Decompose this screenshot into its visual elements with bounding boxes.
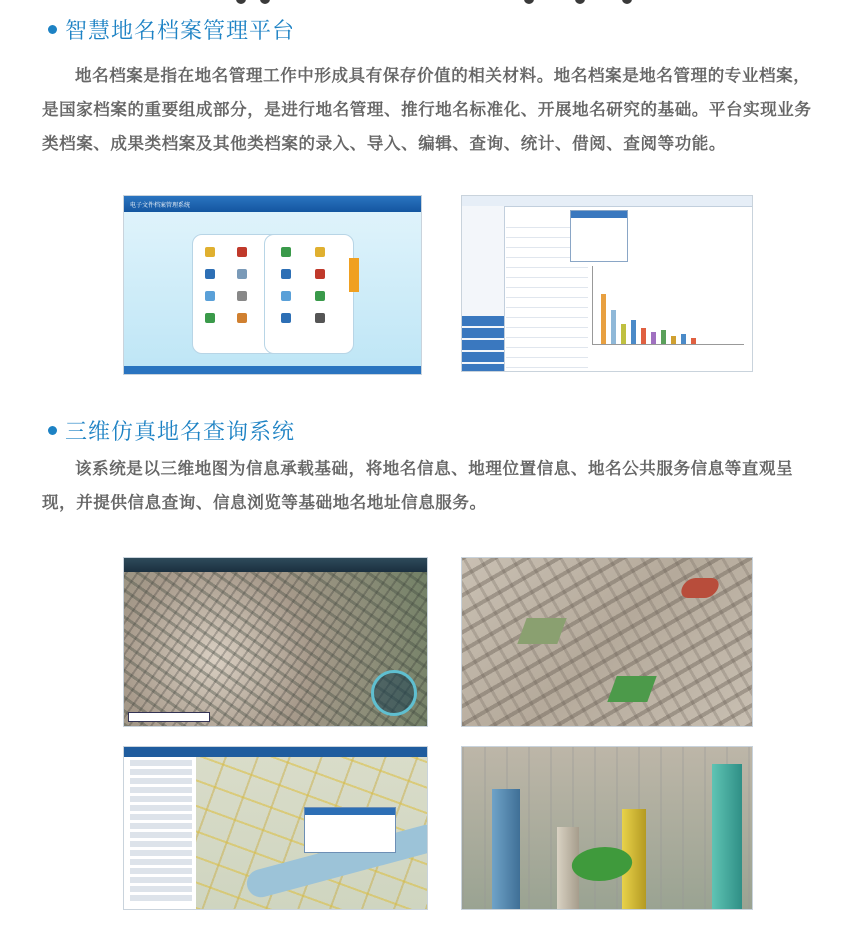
3d-city-screenshot-2 (461, 557, 753, 727)
app-toolbar (124, 558, 427, 572)
place-name-tree (124, 757, 197, 909)
map-menubar (124, 747, 427, 757)
stats-toolbar (462, 196, 752, 207)
app-body (124, 212, 421, 366)
stats-bar-chart (592, 266, 744, 345)
date-picker (570, 210, 628, 262)
side-tab (349, 258, 359, 292)
section1-title: 智慧地名档案管理平台 (65, 19, 296, 44)
bullet-icon (48, 426, 57, 435)
app-titlebar (124, 196, 421, 212)
statistics-screenshot (461, 195, 753, 372)
compass-icon (371, 670, 417, 716)
3d-city-screenshot-3 (461, 746, 753, 910)
app-title: 电子文件档案管理系统 (130, 202, 191, 209)
section1-paragraph: 地名档案是指在地名管理工作中形成具有保存价值的相关材料。地名档案是地名管理的专业档案，是国家档案的重要组成部分，是进行地名管理、推行地名标准化、开展地名研究的基础。平台实现业务类档案、成果类档案及其他类档案的录入、导入、编辑、查询、统计、借阅、查阅等功能。 (42, 66, 812, 153)
search-box (128, 712, 210, 722)
section1-heading (48, 14, 295, 45)
archive-management-screenshot (123, 195, 422, 375)
top-image-strip (0, 0, 865, 8)
2d-map-query-screenshot (123, 746, 428, 910)
stats-nav-panel (462, 206, 505, 371)
module-panel-right (264, 234, 354, 354)
info-popup (304, 807, 396, 853)
app-statusbar (124, 366, 421, 374)
section2-title: 三维仿真地名查询系统 (65, 420, 296, 445)
3d-city-screenshot-1 (123, 557, 428, 727)
section2-heading (48, 415, 295, 446)
section2-paragraph: 该系统是以三维地图为信息承载基础，将地名信息、地理位置信息、地名公共服务信息等直观呈现，并提供信息查询、信息浏览等基础地名地址信息服务。 (42, 459, 794, 512)
bullet-icon (48, 25, 57, 34)
